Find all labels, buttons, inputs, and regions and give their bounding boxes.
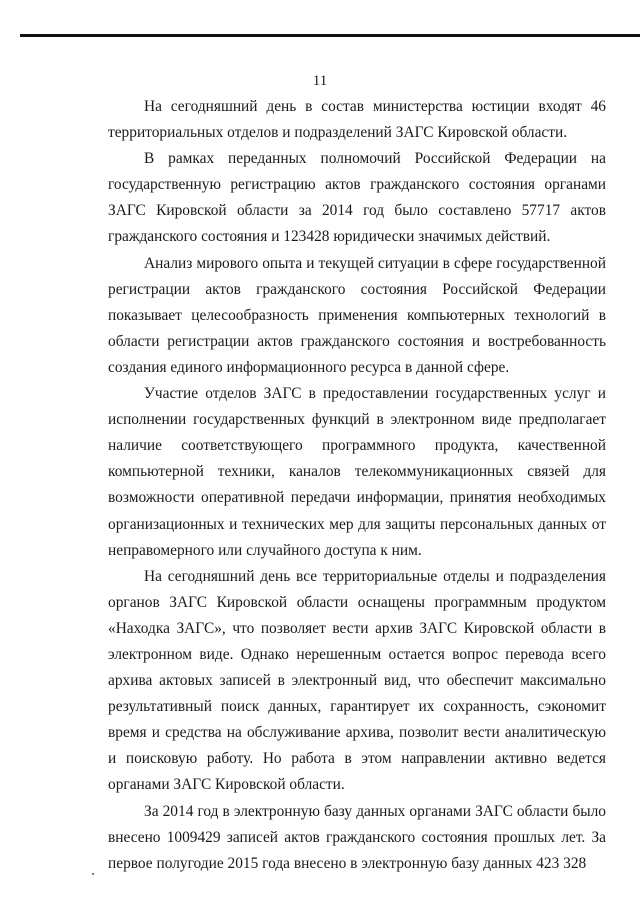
paragraph-6: За 2014 год в электронную базу данных органами ЗАГС области было внесено 1009429 записей актов гражданского состояния прошлых лет. За первое полугодие 2015 года внесено в электронную базу данных 423 328 [108, 802, 606, 872]
top-rule [20, 34, 640, 37]
page-number: 11 [312, 73, 328, 89]
document-body [108, 94, 606, 877]
paragraph-5: На сегодняшний день все территориальные отделы и подразделения органов ЗАГС Кировской области оснащены программным продуктом «Находка ЗАГС», что позволяет вести архив ЗАГС Кировской области в электронном виде. Однако нерешенным остается вопрос перевода всего архива актовых записей в электронный вид, что обеспечит максимально результативный поиск данных, гарантирует их сохранность, сэкономит время и средства на обслуживание архива, позволит вести аналитическую и поисковую работу. Но работа в этом направлении активно ведется органами ЗАГС Кировской области. [108, 567, 606, 794]
paragraph-4: Участие отделов ЗАГС в предоставлении государственных услуг и исполнении государственных функций в электронном виде предполагает наличие соответствующего программного продукта, качественной компьютерной техники, каналов телекоммуникационных связей для возможности оперативной передачи информации, принятия необходимых организационных и технических мер для защиты персональных данных от неправомерного или случайного доступа к ним. [108, 385, 606, 559]
paragraph-3: Анализ мирового опыта и текущей ситуации в сфере государственной регистрации актов гражданского состояния Российской Федерации показывает целесообразность применения компьютерных технологий в области регистрации актов гражданского состояния и востребованность создания единого информационного ресурса в данной сфере. [108, 254, 606, 376]
scan-speck [92, 873, 94, 875]
paragraph-2: В рамках переданных полномочий Российской Федерации на государственную регистрацию актов гражданского состояния органами ЗАГС Кировской области за 2014 год было составлено 57717 актов гражданского состояния и 123428 юридически значимых действий. [108, 150, 606, 246]
paragraph-1: На сегодняшний день в состав министерства юстиции входят 46 территориальных отделов и подразделений ЗАГС Кировской области. [108, 98, 606, 142]
